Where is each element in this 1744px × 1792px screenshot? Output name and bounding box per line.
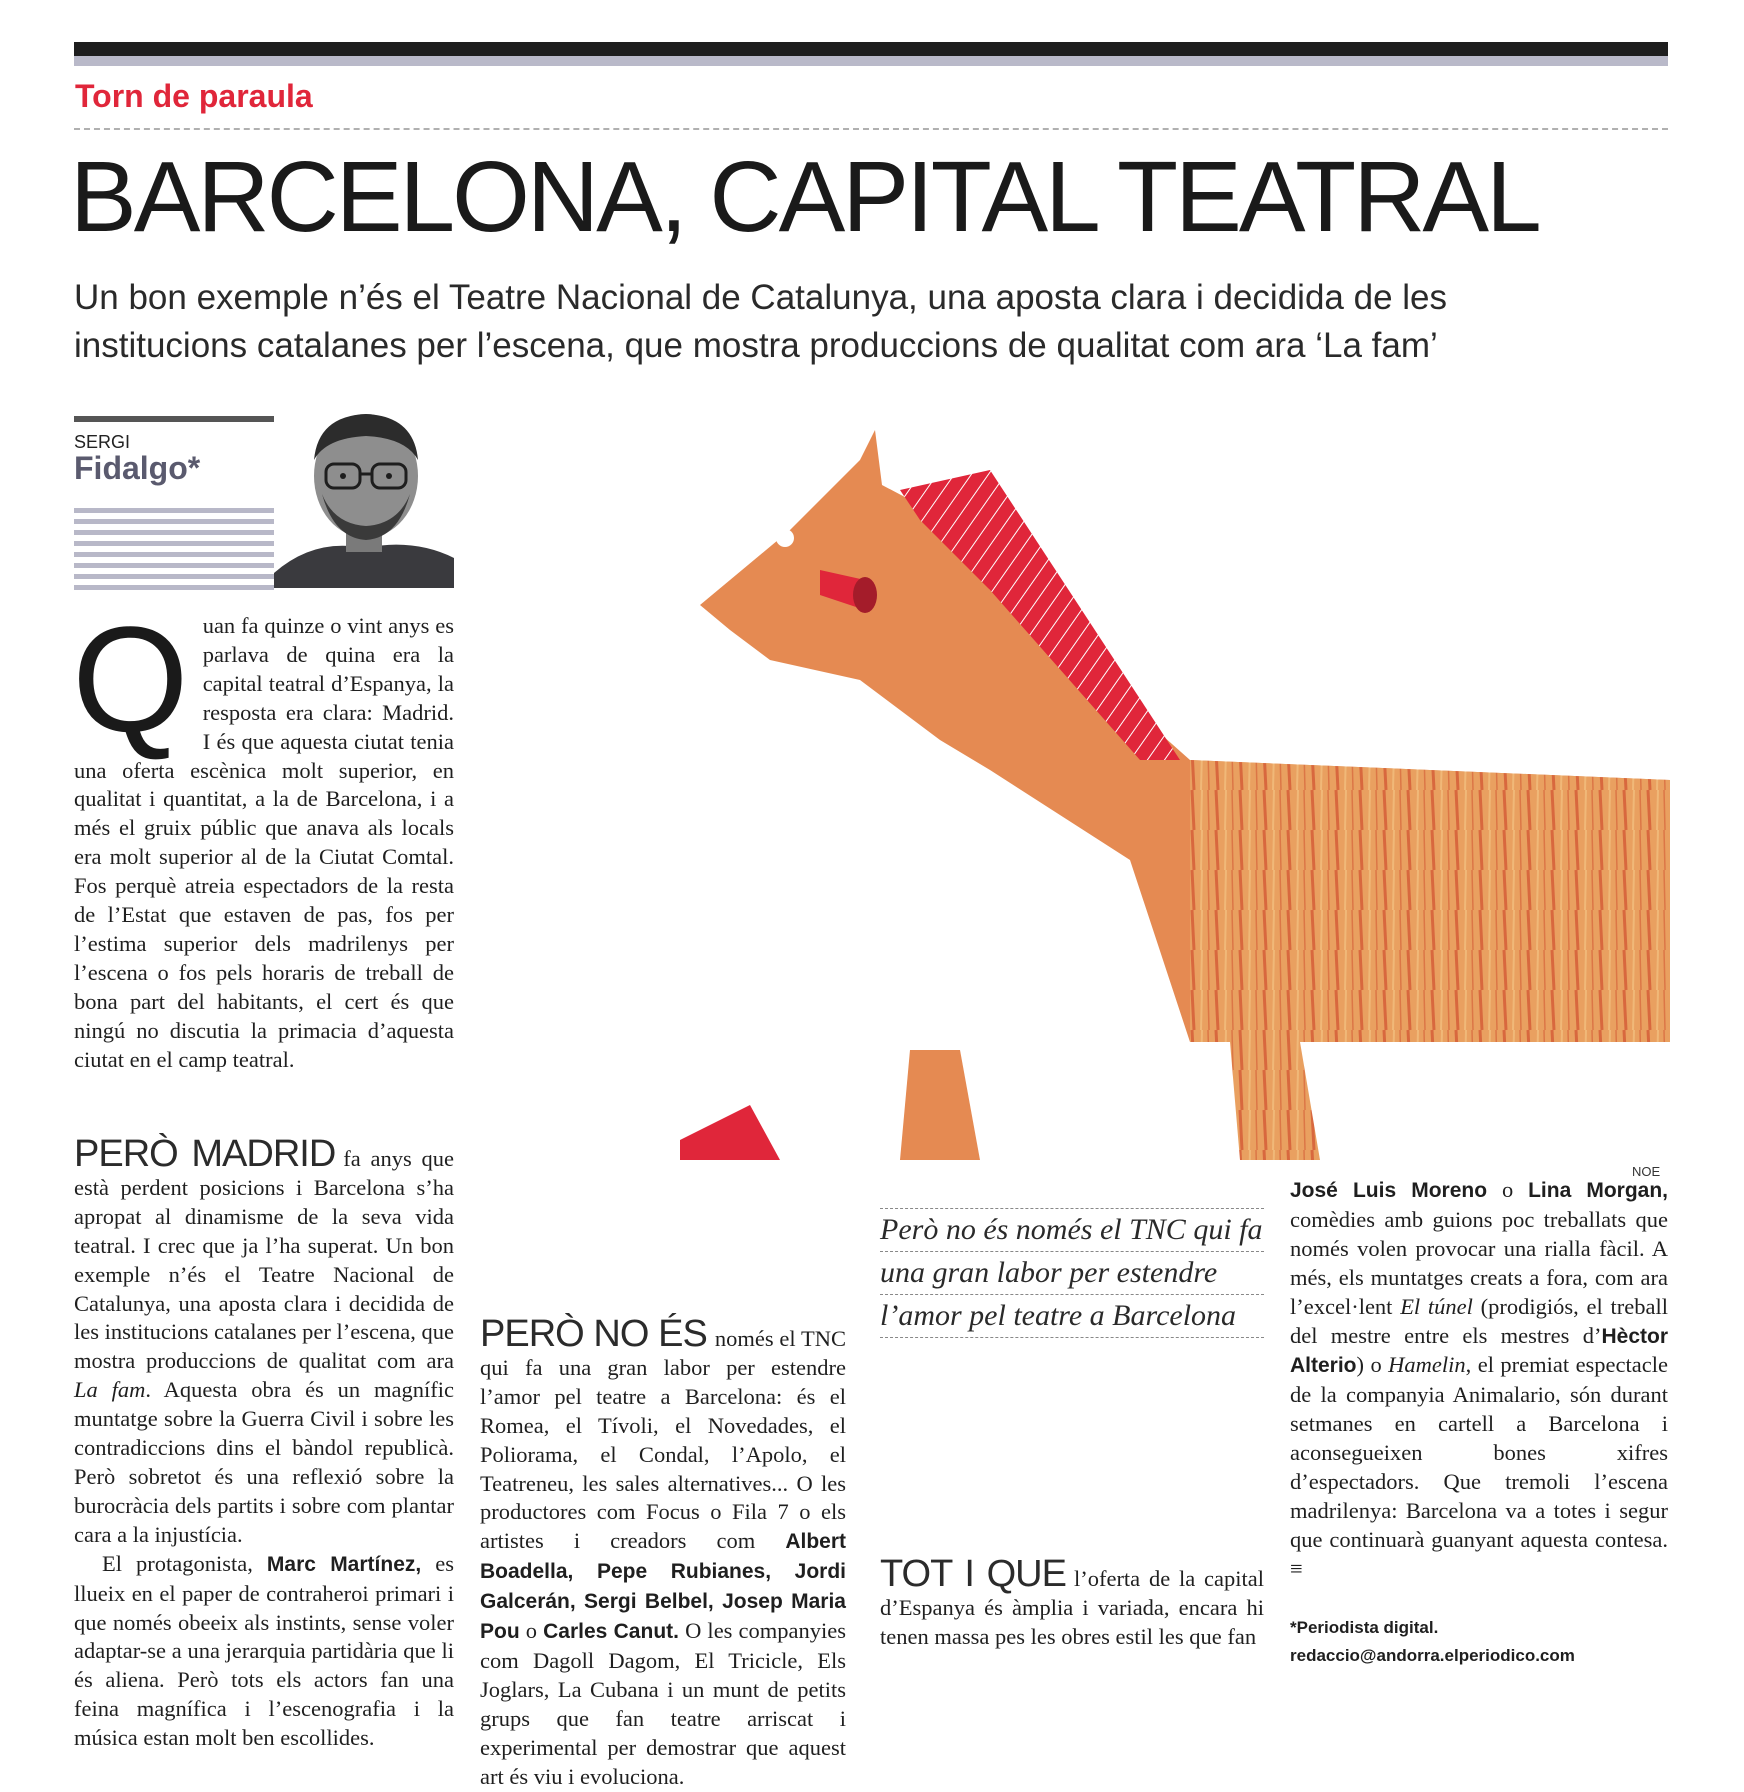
end-mark-icon: ≡ <box>1290 1555 1303 1581</box>
paragraph-text: es llueix en el paper de contraheroi primari i que només obeeix als instints, sense voler adaptar-se a una jerarquia partidària que li és aliena. Però tots els actors fan una feina magnífica i l’escenografia i la música estan molt ben escollides. <box>74 1550 454 1751</box>
person-name: Marc Martínez, <box>266 1552 422 1576</box>
paragraph-text: o <box>1487 1177 1529 1202</box>
paragraph-text: l’oferta de la capital d’Espanya és àmplia i variada, encara hi tenen massa pes les obres estil les que fan <box>880 1566 1264 1649</box>
top-rule-light <box>74 56 1668 66</box>
subhead: PERÒ MADRID <box>74 1133 336 1175</box>
headline: BARCELONA, CAPITAL TEATRAL <box>70 141 1539 253</box>
subhead: TOT I QUE <box>880 1553 1066 1595</box>
paragraph-text: . Aquesta obra és un magnífic muntatge sobre la Guerra Civil i sobre les contradiccions dins el bàndol republicà. Però sobretot és una reflexió sobre la burocràcia dels partits i sobre com plantar cara a la injustícia. <box>74 1377 455 1547</box>
paragraph <box>74 1550 454 1753</box>
column-1 <box>72 595 454 1075</box>
paragraph-text: només el TNC qui fa una gran labor per estendre l’amor pel teatre a Barcelona: és el Romea, el Tívoli, el Novedades, el Poliorama, el Condal, l’Apolo, el Teatreneu, les sales alternatives... O les productores com Focus o Fila 7 o els artistes i creadors com <box>480 1326 847 1554</box>
play-title: El túnel <box>1400 1293 1473 1319</box>
paragraph-text: El protagonista, <box>102 1550 267 1576</box>
paragraph-text: ) o <box>1356 1352 1389 1378</box>
illustration-credit: NOE <box>1632 1164 1661 1179</box>
section-label: Torn de paraula <box>75 78 313 114</box>
pull-quote <box>880 1208 1264 1338</box>
footnote-role: *Periodista digital. <box>1290 1618 1439 1637</box>
paragraph-text: uan fa quinze o vint anys es parlava de quina era la capital teatral d’Espanya, la resposta era clara: Madrid. I és que aquesta ciutat tenia una oferta escènica molt superior, en qualitat i quantitat, a la de Barcelona, i a més el gruix públic que anava als locals era molt superior al de la Ciutat Comtal. Fos perquè atreia espectadors de la resta de l’Estat que estaven de pas, fos per l’estima superior dels madrilenys per l’escena o fos pels horaris de treball de bona part del habitants, el cert és que ningú no discutia la primacia d’aquesta ciutat en el camp teatral. <box>74 613 454 1072</box>
paragraph-text: o <box>519 1618 544 1644</box>
paragraph <box>1290 1176 1668 1584</box>
paragraph <box>880 1553 1264 1652</box>
paragraph-text: (prodigiós, el treball del mestre entre els mestres d’ <box>1290 1293 1668 1348</box>
column-3 <box>880 1553 1264 1652</box>
deck <box>74 274 1668 370</box>
drop-cap: Q <box>72 595 189 763</box>
dashed-divider <box>74 128 1668 130</box>
byline-last-name: Fidalgo* <box>74 450 201 486</box>
top-rule <box>74 42 1668 56</box>
person-name: José Luis Moreno <box>1290 1179 1488 1202</box>
pull-quote-line: l’amor pel teatre a Barcelona <box>880 1294 1264 1338</box>
paragraph-text: fa anys que està perdent posicions i Barcelona s’ha apropat al dinamisme de la seva vida teatral. I crec que ja l’ha superat. Un bon exemple n’és el Teatre Nacional de Catalunya, una aposta clara i decidida de les institucions catalanes per l’escena, que mostra produccions de qualitat com ara <box>74 1146 454 1374</box>
paragraph-text: , el premiat espectacle de la companyia Animalario, són durant setmanes en cartell a Barcelona i aconsegueixen bones xifres d’espectadors. Que tremoli l’escena madrilenya: Barcelona va a totes i segur que continuarà guanyant aquesta contesa. <box>1290 1352 1668 1552</box>
person-name: Carles Canut. <box>543 1620 679 1644</box>
paragraph-text: O les companyies com Dagoll Dagom, El Tricicle, Els Joglars, La Cubana i un munt de petits grups que fan teatre arriscat i experimental per demostrar que aquest art és viu i evoluciona. <box>480 1618 846 1789</box>
deck-line: institucions catalanes per l’escena, que mostra produccions de qualitat com ara ‘La fam’ <box>74 326 1438 365</box>
paragraph <box>480 1313 847 1792</box>
person-names: Albert Boadella, Pepe Rubianes, Jordi Galcerán, Sergi Belbel, Josep Maria Pou <box>480 1530 846 1644</box>
paragraph <box>74 1133 455 1550</box>
play-title: La fam <box>74 1377 146 1403</box>
column-1-lower <box>74 1133 455 1753</box>
person-name: Lina Morgan, <box>1528 1179 1669 1202</box>
play-title: Hamelin <box>1388 1352 1466 1378</box>
byline-first-name: SERGI <box>74 432 131 452</box>
horse-illustration <box>660 430 1670 1160</box>
pull-quote-line: una gran labor per estendre <box>880 1251 1264 1294</box>
column-4 <box>1290 1176 1668 1584</box>
author-photo <box>274 398 454 588</box>
deck-line: Un bon exemple n’és el Teatre Nacional de Catalunya, una aposta clara i decidida de les <box>74 278 1447 317</box>
paragraph-text: comèdies amb guions poc treballats que només volen provocar una rialla fàcil. A més, els muntatges creats a fora, com ara l’excel·lent <box>1290 1206 1668 1319</box>
subhead: PERÒ NO ÉS <box>480 1313 707 1355</box>
person-name: Hèctor Alterio <box>1290 1324 1668 1378</box>
footnote-email[interactable]: redaccio@andorra.elperiodico.com <box>1290 1646 1575 1665</box>
byline-stripes <box>74 508 274 590</box>
paragraph <box>72 595 454 1075</box>
column-2 <box>480 1170 846 1792</box>
pull-quote-line: Però no és només el TNC qui fa <box>880 1208 1264 1251</box>
